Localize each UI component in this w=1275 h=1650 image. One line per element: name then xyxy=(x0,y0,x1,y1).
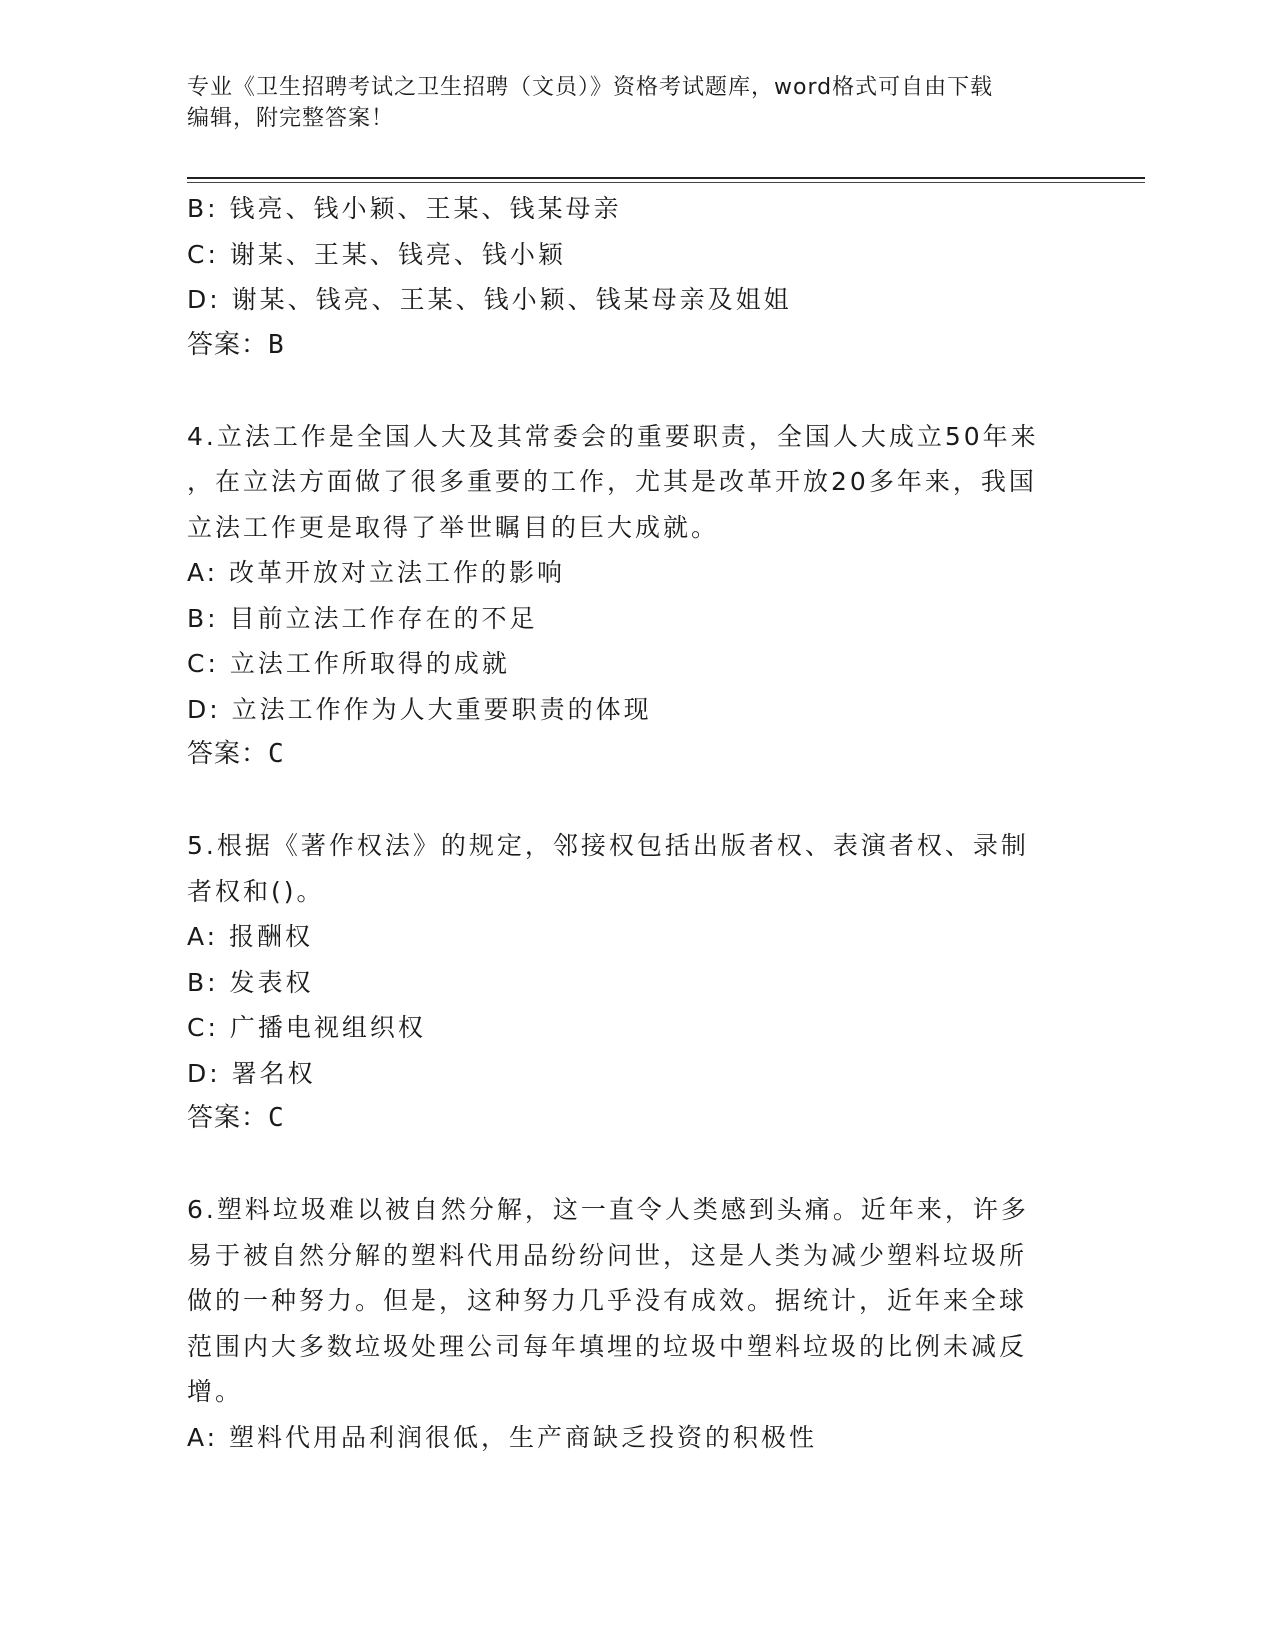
page-header xyxy=(187,72,1087,134)
header-divider-thin xyxy=(187,182,1145,183)
question-stem-line: 范围内大多数垃圾处理公司每年填埋的垃圾中塑料垃圾的比例未减反 xyxy=(187,1331,1028,1361)
question-3 xyxy=(187,186,1087,368)
question-6 xyxy=(187,1187,1087,1460)
option-c: C: 广播电视组织权 xyxy=(187,1013,426,1042)
answer-line xyxy=(187,732,1087,778)
option-a: A: 报酬权 xyxy=(187,922,314,951)
header-line-2: 编辑，附完整答案！ xyxy=(187,106,395,131)
question-stem-line: 增。 xyxy=(187,1377,244,1406)
question-stem-line: 4.立法工作是全国人大及其常委会的重要职责，全国人大成立50年来 xyxy=(187,421,1039,451)
option-a: A: 改革开放对立法工作的影响 xyxy=(187,558,566,587)
answer-line xyxy=(187,323,1087,369)
answer-value: C xyxy=(268,739,284,769)
option-d: D: 谢某、钱亮、王某、钱小颖、钱某母亲及姐姐 xyxy=(187,285,792,314)
question-stem-line: 做的一种努力。但是，这种努力几乎没有成效。据统计，近年来全球 xyxy=(187,1286,1028,1315)
answer-label: 答案： xyxy=(187,329,269,360)
option-b: B: 钱亮、钱小颖、王某、钱某母亲 xyxy=(187,194,622,223)
option-c: C: 谢某、王某、钱亮、钱小颖 xyxy=(187,239,566,269)
header-divider-thick xyxy=(187,177,1145,179)
question-stem-line: 6.塑料垃圾难以被自然分解，这一直令人类感到头痛。近年来，许多 xyxy=(187,1195,1029,1224)
question-stem-line: 5.根据《著作权法》的规定，邻接权包括出版者权、表演者权、录制 xyxy=(187,831,1029,860)
answer-value: C xyxy=(268,1103,284,1133)
question-5 xyxy=(187,823,1087,1142)
option-b: B: 目前立法工作存在的不足 xyxy=(187,603,538,633)
document-body xyxy=(187,186,1087,1460)
answer-label: 答案： xyxy=(187,1103,269,1133)
option-d: D: 署名权 xyxy=(187,1058,316,1088)
option-b: B: 发表权 xyxy=(187,967,314,997)
question-stem-line: 立法工作更是取得了举世瞩目的巨大成就。 xyxy=(187,512,720,542)
question-stem-line: ，在立法方面做了很多重要的工作，尤其是改革开放20多年来，我国 xyxy=(187,467,1037,496)
question-stem-line: 易于被自然分解的塑料代用品纷纷问世，这是人类为减少塑料垃圾所 xyxy=(187,1240,1028,1270)
question-4 xyxy=(187,414,1087,778)
answer-line xyxy=(187,1096,1087,1142)
header-line-1: 专业《卫生招聘考试之卫生招聘（文员）》资格考试题库，word格式可自由下载 xyxy=(187,75,994,100)
answer-label: 答案： xyxy=(187,739,269,769)
option-c: C: 立法工作所取得的成就 xyxy=(187,649,510,678)
question-stem-line: 者权和()。 xyxy=(187,876,325,906)
answer-value: B xyxy=(268,329,284,360)
option-a: A: 塑料代用品利润很低，生产商缺乏投资的积极性 xyxy=(187,1422,818,1452)
option-d: D: 立法工作作为人大重要职责的体现 xyxy=(187,694,652,724)
